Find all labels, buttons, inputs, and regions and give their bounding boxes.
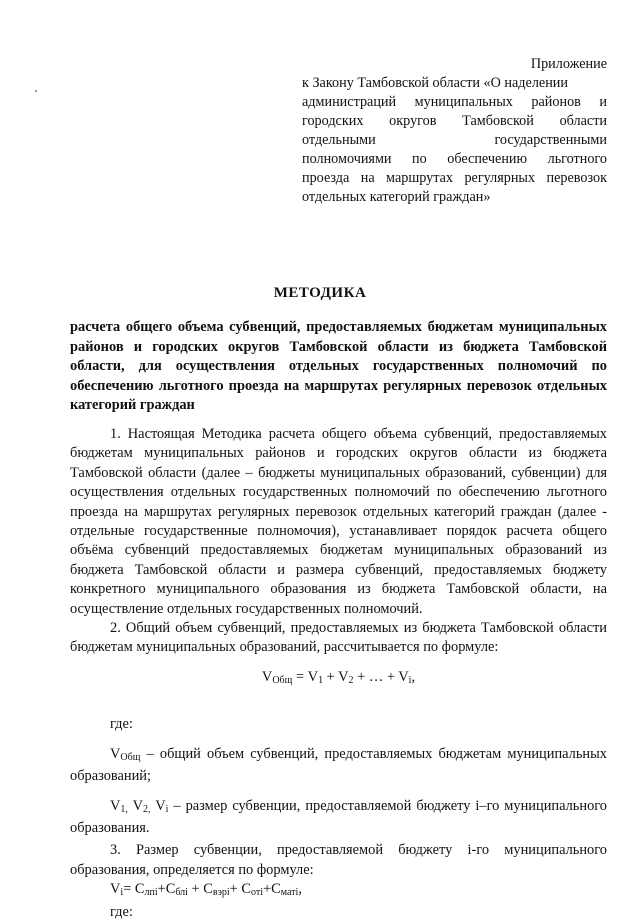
formula-total: VОбщ = V1 + V2 + … + Vi, xyxy=(261,668,416,686)
paragraph-2: 2. Общий объем субвенций, предоставляемых из бюджета Тамбовской области бюджетам муниципальных образований, рассчитывается по формуле: xyxy=(70,620,607,656)
where-label-2: где: xyxy=(110,903,133,920)
document-subtitle: расчета общего объема субвенций, предоставляемых бюджетам муниципальных районов и городских округов Тамбовской области из бюджета Тамбовской области, для осуществления отдельных государственных полномочий по обеспечению льготного проезда на маршрутах регулярных перевозок отдельных категорий граждан xyxy=(70,319,607,413)
appendix-line: городских округов Тамбовской области xyxy=(302,113,607,129)
appendix-line: к Закону Тамбовской области «О наделении xyxy=(302,75,568,91)
appendix-header xyxy=(302,55,607,207)
appendix-line: полномочиями по обеспечению льготного xyxy=(302,151,607,167)
where-label: где: xyxy=(110,716,133,733)
appendix-line: отдельных категорий граждан» xyxy=(302,189,491,205)
appendix-line: администраций муниципальных районов и xyxy=(302,94,607,110)
definition-subvention: V1, V2, Vi – размер субвенции, предоставляемой бюджету i–го муниципального образования. xyxy=(70,797,608,836)
formula-subvention: Vi= Слпi+Сблi + Свэрi+ Сотi+Сматi, xyxy=(110,881,302,899)
appendix-title: Приложение xyxy=(530,56,607,72)
definition-total: VОбщ – общий объем субвенций, предоставляемых бюджетам муниципальных образований; xyxy=(70,745,607,785)
document-body xyxy=(70,425,607,922)
document-title: МЕТОДИКА xyxy=(273,285,367,301)
appendix-line: отдельными государственными xyxy=(302,132,607,148)
paragraph-3: 3. Размер субвенции, предоставляемой бюджету i-го муниципального образования, определяется по формуле: xyxy=(70,842,607,878)
paragraph-1: 1. Настоящая Методика расчета общего объема субвенций, предоставляемых бюджетам муниципальных районов и городских округов области из бюджета Тамбовской области (далее – бюджеты муниципальных образований, субвенции) для осуществления отдельных государственных полномочий по обеспечению льготного проезда на маршрутах регулярных перевозок отдельных категорий граждан (далее - отдельные государственные полномочия), устанавливает порядок расчета общего объёма субвенций предоставляемых бюджетам муниципальных образований из бюджета Тамбовской области и размера субвенций, предоставляемых бюджету конкретного муниципального образования из бюджета Тамбовской области, на осуществление отдельных государственных полномочий. xyxy=(70,426,607,617)
appendix-line: проезда на маршрутах регулярных перевозок xyxy=(302,170,607,186)
scan-speck xyxy=(35,90,37,92)
